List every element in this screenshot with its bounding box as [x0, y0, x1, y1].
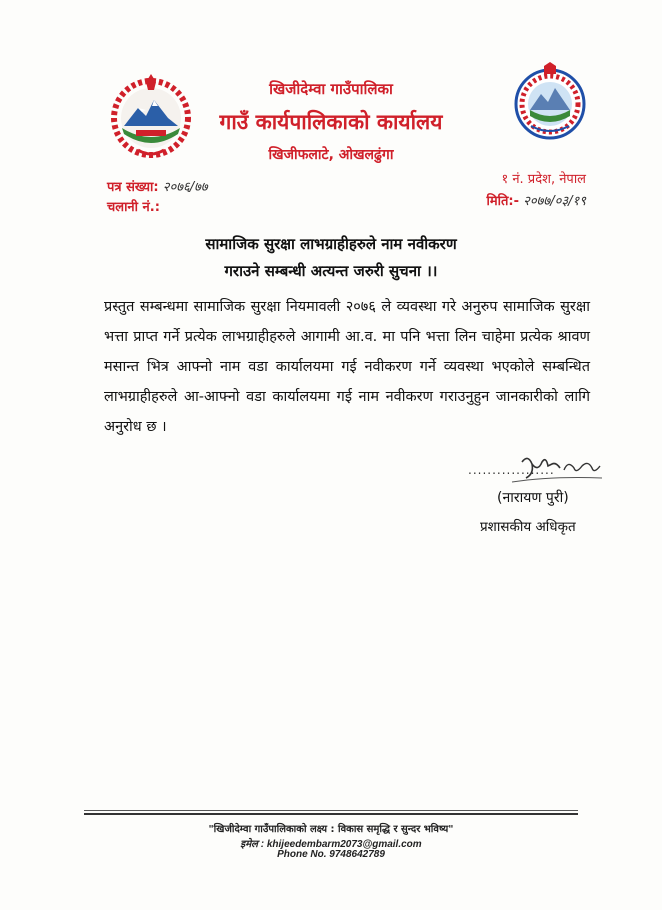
notice-body: प्रस्तुत सम्बन्धमा सामाजिक सुरक्षा नियमावली २०७६ ले व्यवस्था गरे अनुरुप सामाजिक सुरक्षा भत्ता प्राप्त गर्ने प्रत्येक लाभग्राहीहरुले आगामी आ.व. मा पनि भत्ता लिन चाहेमा प्रत्येक श्रावण मसान्त भित्र आफ्नो नाम वडा कार्यालयमा गई नवीकरण गर्ने व्यवस्था भएकोले सम्बन्धित लाभग्राहीहरुले आ-आफ्नो वडा कार्यालयमा गई नाम नवीकरण गराउनुहुन जानकारीको लागि अनुरोध छ । [104, 299, 590, 435]
signatory-title: प्रशासकीय अधिकृत [480, 519, 576, 535]
subject-line-2: गराउने सम्बन्धी अत्यन्त जरुरी सुचना ।। [224, 262, 438, 280]
footer-phone: Phone No. 9748642789 [277, 849, 385, 860]
office-title: गाउँ कार्यपालिकाको कार्यालय [219, 110, 443, 134]
office-address: खिजीफलाटे, ओखलढुंगा [268, 147, 394, 163]
dispatch-number-label: चलानी नं.: [107, 200, 160, 215]
letter-date [487, 191, 587, 209]
footer-divider [84, 810, 578, 811]
dispatch-number [107, 197, 160, 215]
signature-dots: .................. [468, 463, 555, 477]
province-label: १ नं. प्रदेश, नेपाल [501, 172, 586, 187]
date-value: २०७७/०३/१९ [523, 194, 586, 209]
footer-email: इमेल : khijeedembarm2073@gmail.com [240, 839, 422, 850]
subject-line-1: सामाजिक सुरक्षा लाभग्राहीहरुले नाम नवीकरण [205, 235, 457, 253]
footer-divider-thick [84, 813, 578, 815]
signature-icon [502, 452, 612, 486]
date-label: मिति:- [486, 194, 520, 209]
footer-slogan: "खिजीदेम्वा गाउँपालिकाको लक्ष्य : विकास समृद्धि र सुन्दर भविष्य" [208, 824, 454, 835]
municipality-name: खिजीदेम्वा गाउँपालिका [269, 80, 393, 98]
letter-number-value: २०७६/७७ [162, 180, 208, 195]
signatory-name: (नारायण पुरी) [497, 490, 569, 506]
letter-number [107, 177, 208, 195]
letter-number-label: पत्र संख्या: [107, 180, 159, 195]
